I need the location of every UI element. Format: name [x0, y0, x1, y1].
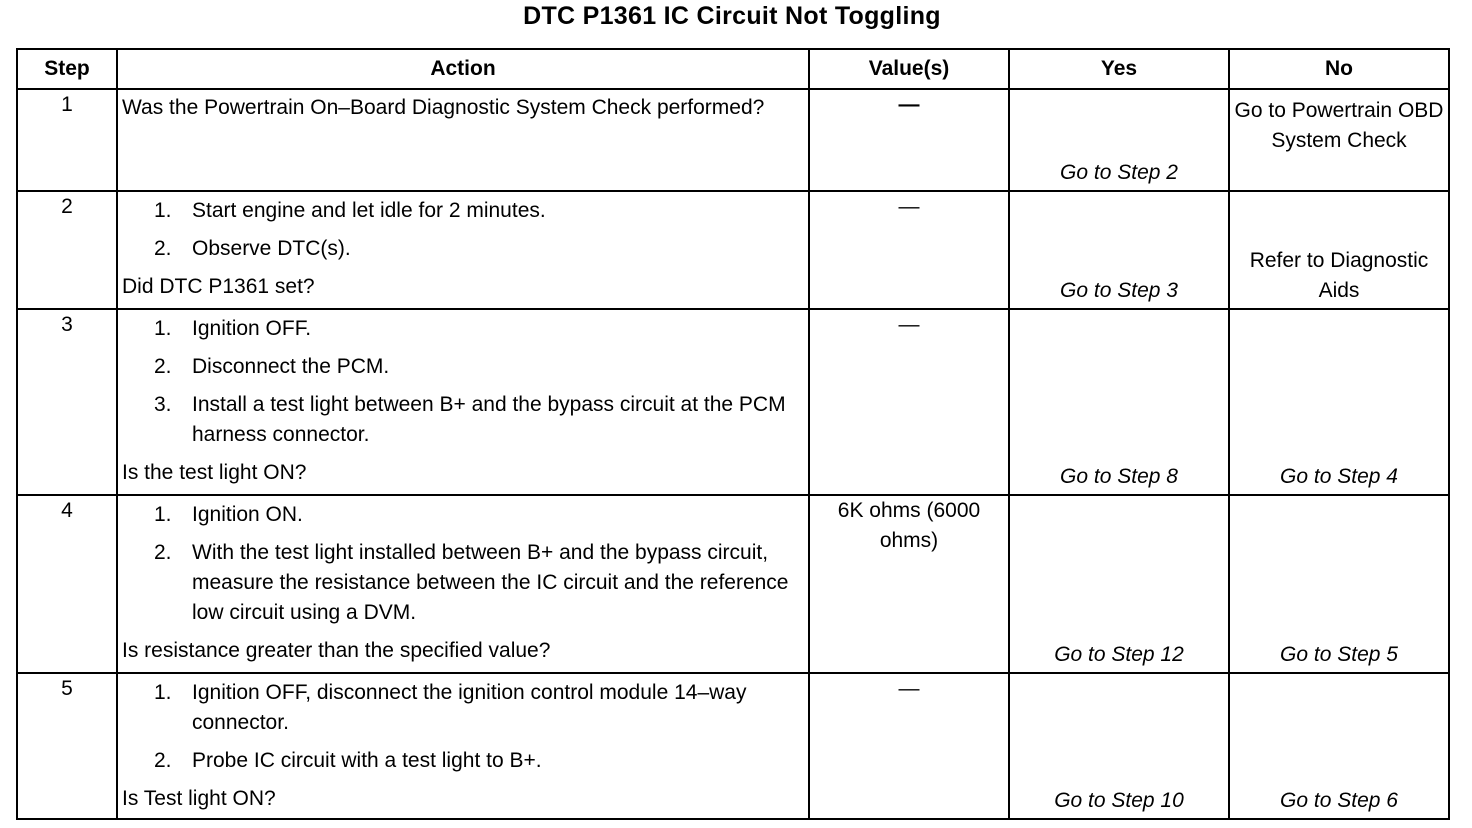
yes-cell: [1009, 191, 1229, 309]
action-cell: [117, 191, 809, 309]
action-step: 1. Ignition OFF, disconnect the ignition control module 14–way connector.: [154, 681, 747, 734]
step-number: 1: [17, 89, 117, 191]
table-row: [17, 495, 1449, 673]
table-row: [17, 191, 1449, 309]
action-steps: [122, 196, 800, 264]
step-number: 5: [17, 673, 117, 819]
no-cell: [1229, 309, 1449, 495]
action-question: Did DTC P1361 set?: [122, 275, 315, 298]
action-question: Is Test light ON?: [122, 787, 276, 810]
header-no: No: [1229, 49, 1449, 89]
action-steps: [122, 500, 800, 628]
diagnostic-table: [16, 48, 1450, 820]
action-cell: [117, 495, 809, 673]
yes-goto-link[interactable]: Go to Step 10: [1054, 789, 1184, 812]
yes-cell: [1009, 495, 1229, 673]
action-step: 1. Start engine and let idle for 2 minutes.: [154, 199, 546, 222]
value-cell: 6K ohms (6000 ohms): [809, 495, 1009, 673]
action-step: 2. Observe DTC(s).: [154, 237, 351, 260]
yes-goto-link[interactable]: Go to Step 12: [1054, 643, 1184, 666]
step-number: 2: [17, 191, 117, 309]
no-cell: [1229, 89, 1449, 191]
no-result[interactable]: Go to Powertrain OBD System Check: [1234, 99, 1444, 152]
action-steps: [122, 678, 800, 776]
yes-goto-link[interactable]: Go to Step 2: [1060, 161, 1178, 184]
no-cell: [1229, 673, 1449, 819]
header-action: Action: [117, 49, 809, 89]
table-header-row: [17, 49, 1449, 89]
yes-goto-link[interactable]: Go to Step 3: [1060, 279, 1178, 302]
action-step: 1. Ignition ON.: [154, 503, 303, 526]
action-question: Was the Powertrain On–Board Diagnostic System Check performed?: [122, 96, 765, 119]
table-row: [17, 673, 1449, 819]
action-cell: [117, 309, 809, 495]
no-goto-link[interactable]: Go to Step 6: [1280, 789, 1398, 812]
table-row: [17, 309, 1449, 495]
step-number: 4: [17, 495, 117, 673]
action-step: 1. Ignition OFF.: [154, 317, 312, 340]
action-step: 3. Install a test light between B+ and the bypass circuit at the PCM harness connector.: [154, 393, 786, 446]
no-goto-link[interactable]: Go to Step 5: [1280, 643, 1398, 666]
value-cell: —: [809, 309, 1009, 495]
action-step: 2. With the test light installed between B+ and the bypass circuit, measure the resistance between the IC circuit and the reference low circuit using a DVM.: [154, 541, 789, 624]
yes-cell: [1009, 309, 1229, 495]
action-step: 2. Disconnect the PCM.: [154, 355, 390, 378]
header-yes: Yes: [1009, 49, 1229, 89]
header-step: Step: [17, 49, 117, 89]
action-cell: [117, 89, 809, 191]
value-cell: —: [809, 191, 1009, 309]
action-steps: [122, 314, 800, 450]
table-row: [17, 89, 1449, 191]
yes-cell: [1009, 89, 1229, 191]
step-number: 3: [17, 309, 117, 495]
yes-cell: [1009, 673, 1229, 819]
value-cell: —: [809, 673, 1009, 819]
no-cell: [1229, 495, 1449, 673]
yes-goto-link[interactable]: Go to Step 8: [1060, 465, 1178, 488]
action-question: Is resistance greater than the specified value?: [122, 639, 551, 662]
no-result[interactable]: Refer to Diagnostic Aids: [1249, 249, 1429, 302]
no-goto-link[interactable]: Go to Step 4: [1280, 465, 1398, 488]
action-question: Is the test light ON?: [122, 461, 307, 484]
value-cell: —: [809, 89, 1009, 191]
no-cell: [1229, 191, 1449, 309]
action-step: 2. Probe IC circuit with a test light to B+.: [154, 749, 542, 772]
header-values: Value(s): [809, 49, 1009, 89]
action-cell: [117, 673, 809, 819]
page-title: DTC P1361 IC Circuit Not Toggling: [523, 2, 941, 30]
